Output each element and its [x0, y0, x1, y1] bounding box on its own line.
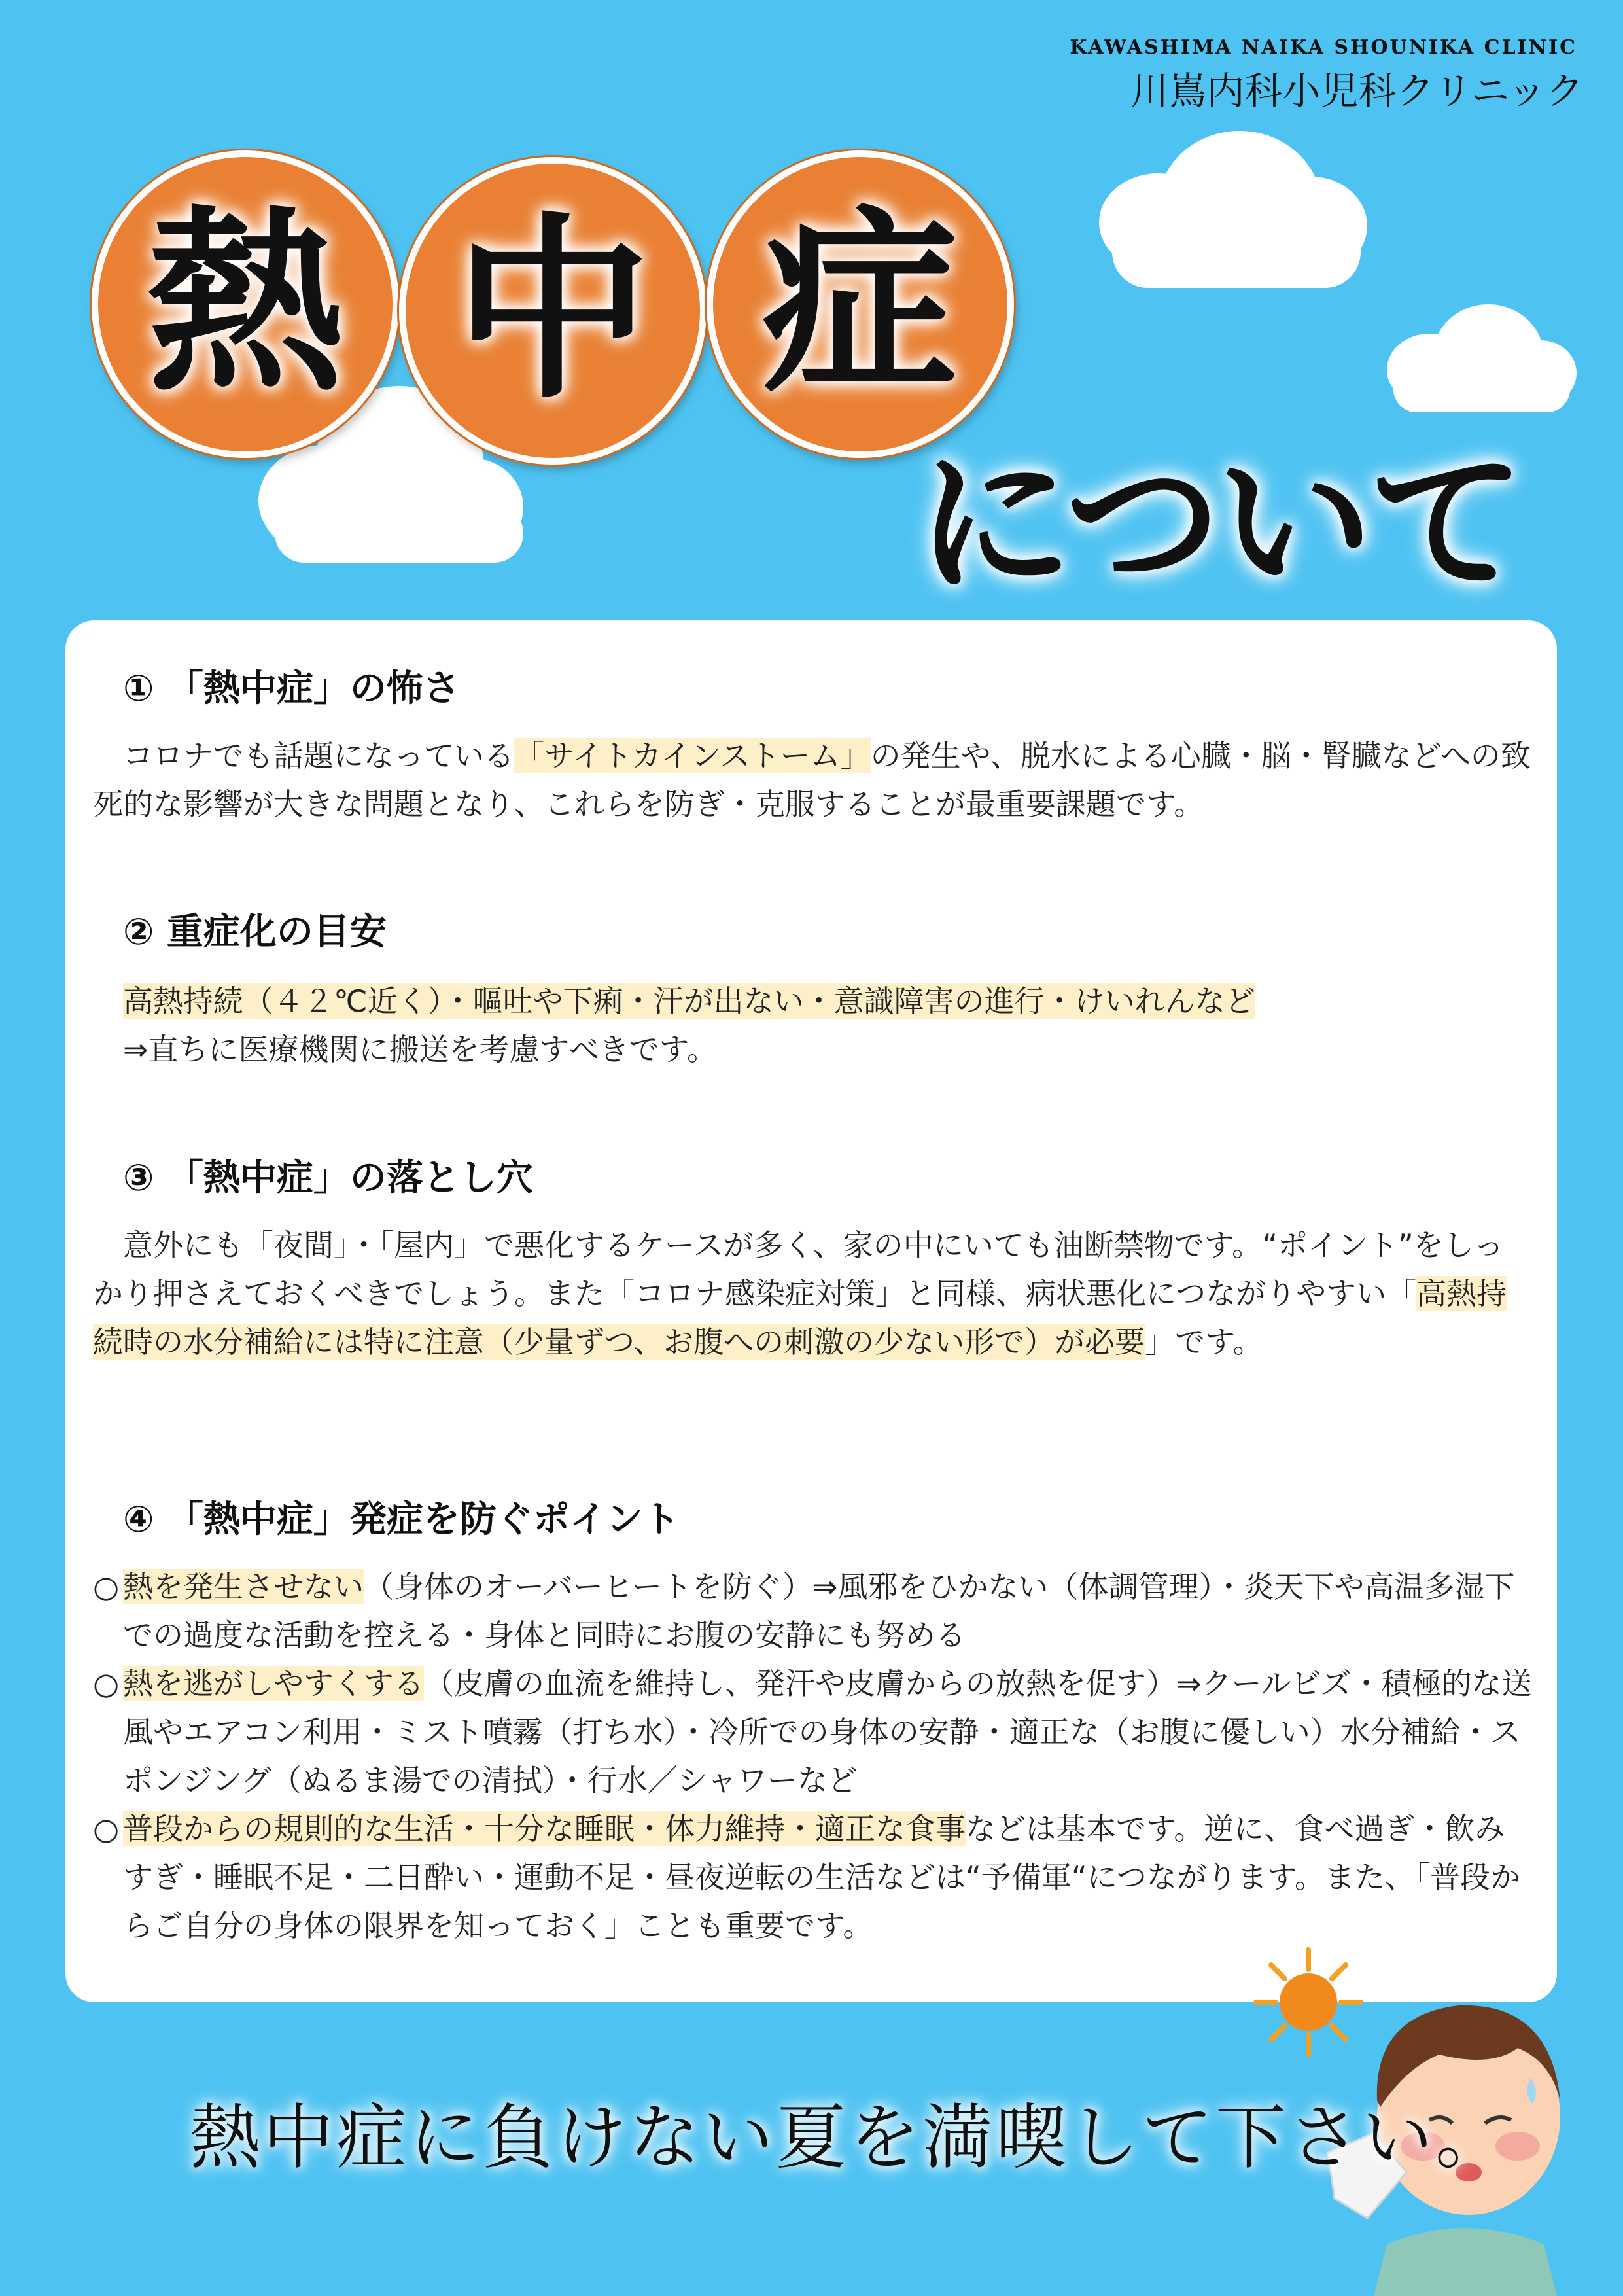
title-circle-2 — [399, 157, 707, 465]
section-3-text-b: 」です。 — [1145, 1324, 1263, 1360]
section-3-text-a: 意外にも「夜間」・「屋内」で悪化するケースが多く、家の中にいても油断禁物です。“ポイント”をしっかり押さえておくべきでしょう。また「コロナ感染症対策」と同様、病状悪化につながりやすい「 — [93, 1227, 1504, 1311]
section-2-line-2: ⇒直ちに医療機関に搬送を考慮すべきです。 — [123, 1032, 717, 1067]
section-3-heading: ③ 「熱中症」の落とし穴 — [123, 1157, 533, 1199]
section-4-heading: ④ 「熱中症」発症を防ぐポイント — [123, 1498, 680, 1541]
point-item-1-text: （身体のオーバーヒートを防ぐ）⇒風邪をひかない（体調管理）・炎天下や高温多湿下での過度な活動を控える・身体と同時にお腹の安静にも努める — [123, 1569, 1515, 1653]
point-item-2-text: （皮膚の血流を維持し、発汗や皮膚からの放熱を促す）⇒クールビズ・積極的な送風やエアコン利用・ミスト噴霧（打ち水）・冷所での身体の安静・適正な（お腹に優しい）水分補給・スポンジング（ぬるま湯での清拭）・行水／シャワーなど — [123, 1666, 1532, 1798]
section-2-text — [123, 977, 1529, 1074]
title-char-3: 症 — [762, 190, 958, 418]
section-1-highlight: 「サイトカインストーム」 — [514, 738, 871, 773]
point-item-3-highlight: 普段からの規則的な生活・十分な睡眠・体力維持・適正な食事 — [123, 1811, 966, 1846]
clinic-name-ja: 川嶌内科小児科クリニック — [1130, 69, 1584, 113]
section-1-text — [93, 732, 1532, 828]
title-char-1: 熱 — [147, 190, 343, 418]
point-bullet: ○ — [93, 1569, 120, 1604]
section-3-text — [93, 1221, 1532, 1366]
point-item-3 — [93, 1805, 1532, 1950]
point-item-3-text: などは基本です。逆に、食べ過ぎ・飲みすぎ・睡眠不足・二日酔い・運動不足・昼夜逆転の生活などは“予備軍“につながります。また、「普段からご自分の身体の限界を知っておく」ことも重要です。 — [123, 1811, 1521, 1943]
point-item-1-highlight: 熱を発生させない — [123, 1569, 364, 1604]
title-char-2: 中 — [455, 196, 651, 425]
title-circle-3 — [707, 150, 1014, 458]
section-2-heading: ② 重症化の目安 — [123, 911, 387, 953]
clinic-name-en: KAWASHIMA NAIKA SHOUNIKA CLINIC — [1070, 36, 1577, 59]
sun-icon — [1256, 1950, 1361, 2055]
footer-slogan: 熱中症に負けない夏を満喫して下さい。 — [190, 2097, 1509, 2179]
point-item-2 — [93, 1659, 1532, 1805]
section-2-line-1: 高熱持続（４２℃近く）・嘔吐や下痢・汗が出ない・意識障害の進行・けいれんなど — [123, 983, 1255, 1019]
point-bullet: ○ — [93, 1666, 120, 1701]
point-item-1 — [93, 1563, 1532, 1659]
point-item-2-highlight: 熱を逃がしやすくする — [123, 1666, 424, 1701]
section-1-text-b: の発生や、脱水による心臓・脳・腎臓などへの致死的な影響が大きな問題となり、これらを防ぎ・克服することが最重要課題です。 — [93, 738, 1531, 822]
content-panel — [65, 620, 1557, 2002]
section-3-highlight: 高熱持続時の水分補給には特に注意（少量ずつ、お腹への刺激の少ない形で）が必要 — [93, 1276, 1507, 1360]
title-subtitle: について — [916, 432, 1520, 615]
title-circle-1 — [92, 150, 399, 458]
point-bullet: ○ — [93, 1811, 120, 1846]
section-1-heading: ① 「熱中症」の怖さ — [123, 667, 460, 710]
section-1-text-a: コロナでも話題になっている — [93, 738, 514, 773]
